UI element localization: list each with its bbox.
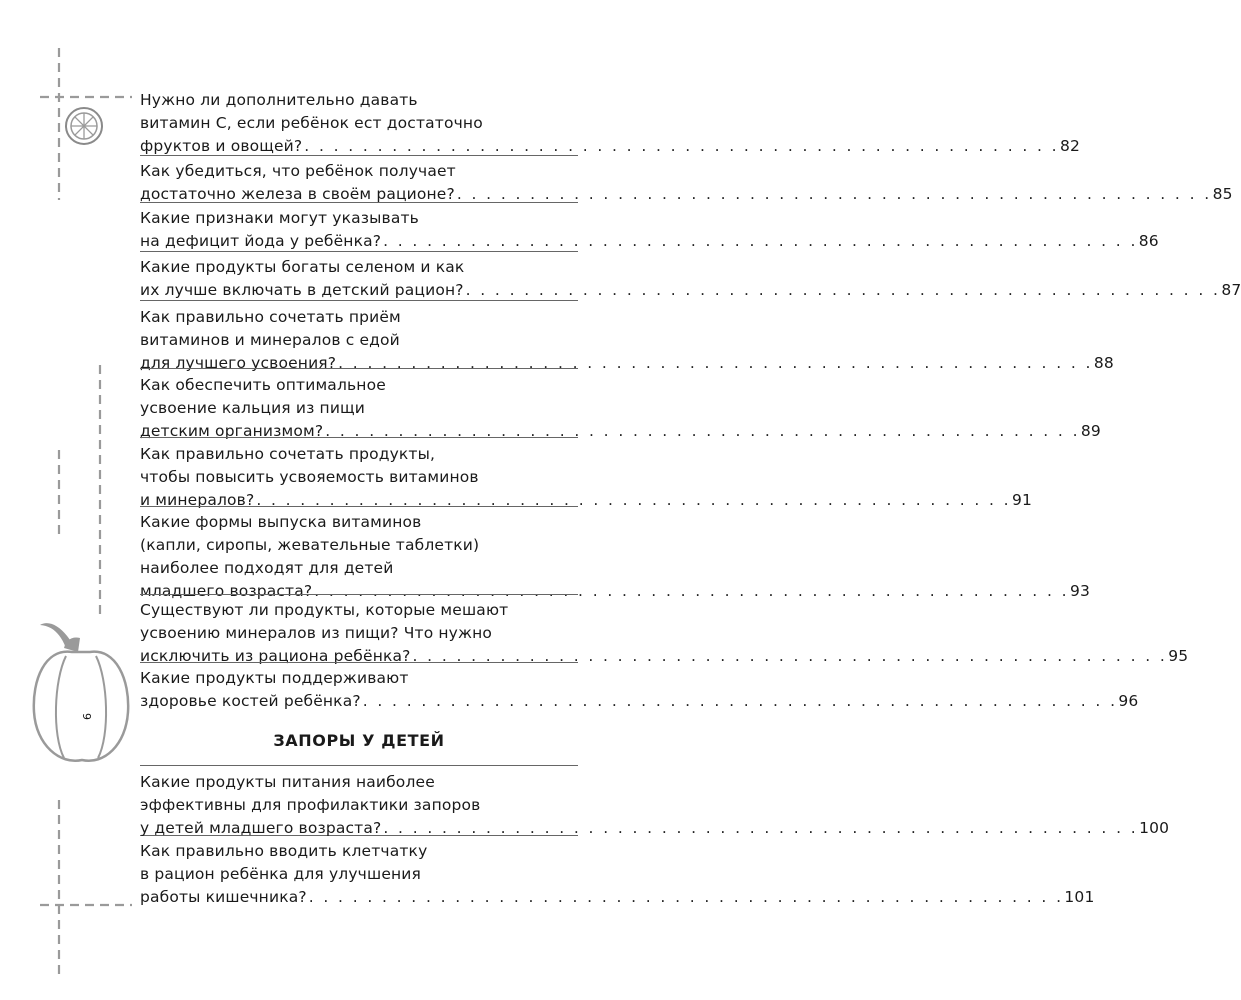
toc-entry[interactable] bbox=[140, 443, 1033, 512]
toc-page-number: 101 bbox=[1064, 888, 1095, 906]
toc-entry-line: работы кишечника? bbox=[140, 888, 307, 906]
toc-entry-line: витамин С, если ребёнок ест достаточно bbox=[140, 114, 483, 132]
entry-separator bbox=[140, 662, 578, 663]
entry-separator bbox=[140, 506, 578, 507]
toc-entry[interactable] bbox=[140, 89, 1081, 158]
toc-entry[interactable] bbox=[140, 306, 1114, 375]
dot-leader: . . . . . . . . . . . . . . . . . . . . . . . . . . . . . . . . . . . . . . . . . . . . . . . . . . . . bbox=[338, 354, 1093, 372]
toc-page-number: 100 bbox=[1139, 819, 1170, 837]
toc-entry[interactable] bbox=[140, 771, 1170, 840]
toc-entry-line: здоровье костей ребёнка? bbox=[140, 692, 361, 710]
toc-entry-line: исключить из рациона ребёнка? bbox=[140, 647, 411, 665]
dot-leader: . . . . . . . . . . . . . . . . . . . . . . . . . . . . . . . . . . . . . . . . . . . . . . . . . . . . bbox=[465, 281, 1221, 299]
toc-entry-line: Какие формы выпуска витаминов bbox=[140, 513, 422, 531]
dot-leader: . . . . . . . . . . . . . . . . . . . . . . . . . . . . . . . . . . . . . . . . . . . . . . . . . . . . bbox=[325, 422, 1080, 440]
entry-separator bbox=[140, 437, 578, 438]
toc-entry-line: Как правильно вводить клетчатку bbox=[140, 842, 428, 860]
citrus-slice-icon bbox=[66, 108, 102, 144]
dot-leader: . . . . . . . . . . . . . . . . . . . . . . . . . . . . . . . . . . . . . . . . . . . . . . . . . . . . bbox=[362, 692, 1118, 710]
entry-separator bbox=[140, 251, 578, 252]
dot-leader: . . . . . . . . . . . . . . . . . . . . . . . . . . . . . . . . . . . . . . . . . . . . . . . . . . . . bbox=[314, 582, 1069, 600]
toc-entry[interactable] bbox=[140, 667, 1139, 713]
margin-decoration bbox=[0, 0, 140, 1000]
toc-page-number: 82 bbox=[1059, 137, 1081, 155]
toc-entry[interactable] bbox=[140, 256, 1241, 302]
toc-entry-line: их лучше включать в детский рацион? bbox=[140, 281, 464, 299]
dot-leader: . . . . . . . . . . . . . . . . . . . . . . . . . . . . . . . . . . . . . . . . . . . . . . . . . . . . bbox=[412, 647, 1168, 665]
dot-leader: . . . . . . . . . . . . . . . . . . . . . . . . . . . . . . . . . . . . . . . . . . . . . . . . . . . . bbox=[383, 232, 1138, 250]
dot-leader: . . . . . . . . . . . . . . . . . . . . . . . . . . . . . . . . . . . . . . . . . . . . . . . . . . . . bbox=[256, 491, 1012, 509]
toc-entry-line: усвоение кальция из пищи bbox=[140, 399, 366, 417]
toc-entry-line: наиболее подходят для детей bbox=[140, 559, 394, 577]
toc-entry-line: Какие признаки могут указывать bbox=[140, 209, 419, 227]
toc-page-number: 88 bbox=[1093, 354, 1114, 372]
toc-page-number: 93 bbox=[1069, 582, 1090, 600]
dot-leader: . . . . . . . . . . . . . . . . . . . . . . . . . . . . . . . . . . . . . . . . . . . . . . . . . . . . bbox=[456, 185, 1212, 203]
toc-entry-line: Как правильно сочетать продукты, bbox=[140, 445, 436, 463]
entry-separator bbox=[140, 594, 578, 595]
toc-entry-line: младшего возраста? bbox=[140, 582, 313, 600]
toc-entry-line: Нужно ли дополнительно давать bbox=[140, 91, 418, 109]
entry-separator bbox=[140, 155, 578, 156]
toc-entry-line: усвоению минералов из пищи? Что нужно bbox=[140, 624, 493, 642]
toc-page-number: 96 bbox=[1118, 692, 1139, 710]
entry-separator bbox=[140, 368, 578, 369]
section-title: ЗАПОРЫ У ДЕТЕЙ bbox=[273, 731, 445, 750]
entry-separator bbox=[140, 300, 578, 301]
toc-entry-line: Существуют ли продукты, которые мешают bbox=[140, 601, 509, 619]
toc-entry-line: эффективны для профилактики запоров bbox=[140, 796, 481, 814]
toc-entry-line: детским организмом? bbox=[140, 422, 324, 440]
toc-entry[interactable] bbox=[140, 840, 1095, 909]
toc-entry-line: (капли, сиропы, жевательные таблетки) bbox=[140, 536, 480, 554]
dot-leader: . . . . . . . . . . . . . . . . . . . . . . . . . . . . . . . . . . . . . . . . . . . . . . . . . . . . bbox=[304, 137, 1059, 155]
toc-entry-line: Какие продукты питания наиболее bbox=[140, 773, 435, 791]
toc-page-number: 85 bbox=[1212, 185, 1233, 203]
toc-entry-line: и минералов? bbox=[140, 491, 255, 509]
toc-page-number: 86 bbox=[1138, 232, 1159, 250]
dot-leader: . . . . . . . . . . . . . . . . . . . . . . . . . . . . . . . . . . . . . . . . . . . . . . . . . . . . bbox=[308, 888, 1064, 906]
toc-page-number: 95 bbox=[1168, 647, 1189, 665]
entry-separator bbox=[140, 202, 578, 203]
toc-entry-line: достаточно железа в своём рационе? bbox=[140, 185, 455, 203]
toc-entry-line: Как правильно сочетать приём bbox=[140, 308, 401, 326]
toc-entry-line: в рацион ребёнка для улучшения bbox=[140, 865, 421, 883]
toc-entry-line: Как убедиться, что ребёнок получает bbox=[140, 162, 456, 180]
toc-entry-line: Какие продукты поддерживают bbox=[140, 669, 409, 687]
toc-page-number: 91 bbox=[1012, 491, 1033, 509]
toc-entry[interactable] bbox=[140, 207, 1159, 253]
toc-entry[interactable] bbox=[140, 511, 1090, 603]
dot-leader: . . . . . . . . . . . . . . . . . . . . . . . . . . . . . . . . . . . . . . . . . . . . . . . . . . . . bbox=[383, 819, 1139, 837]
toc-entry-line: чтобы повысить усвояемость витаминов bbox=[140, 468, 479, 486]
toc-entry[interactable] bbox=[140, 160, 1233, 206]
toc-entry[interactable] bbox=[140, 599, 1189, 668]
toc-entry-line: для лучшего усвоения? bbox=[140, 354, 337, 372]
pumpkin-icon bbox=[34, 623, 128, 761]
toc-page-number: 87 bbox=[1221, 281, 1241, 299]
toc-entry-line: фруктов и овощей? bbox=[140, 137, 303, 155]
toc-entry-line: Какие продукты богаты селеном и как bbox=[140, 258, 465, 276]
toc-entry-line: на дефицит йода у ребёнка? bbox=[140, 232, 382, 250]
toc-entry-line: витаминов и минералов с едой bbox=[140, 331, 400, 349]
toc-entry[interactable] bbox=[140, 374, 1101, 443]
entry-separator bbox=[140, 765, 578, 766]
toc-entry-line: Как обеспечить оптимальное bbox=[140, 376, 386, 394]
toc-page-number: 89 bbox=[1080, 422, 1101, 440]
toc-entry-line: у детей младшего возраста? bbox=[140, 819, 382, 837]
page-number: 9 bbox=[80, 713, 93, 720]
